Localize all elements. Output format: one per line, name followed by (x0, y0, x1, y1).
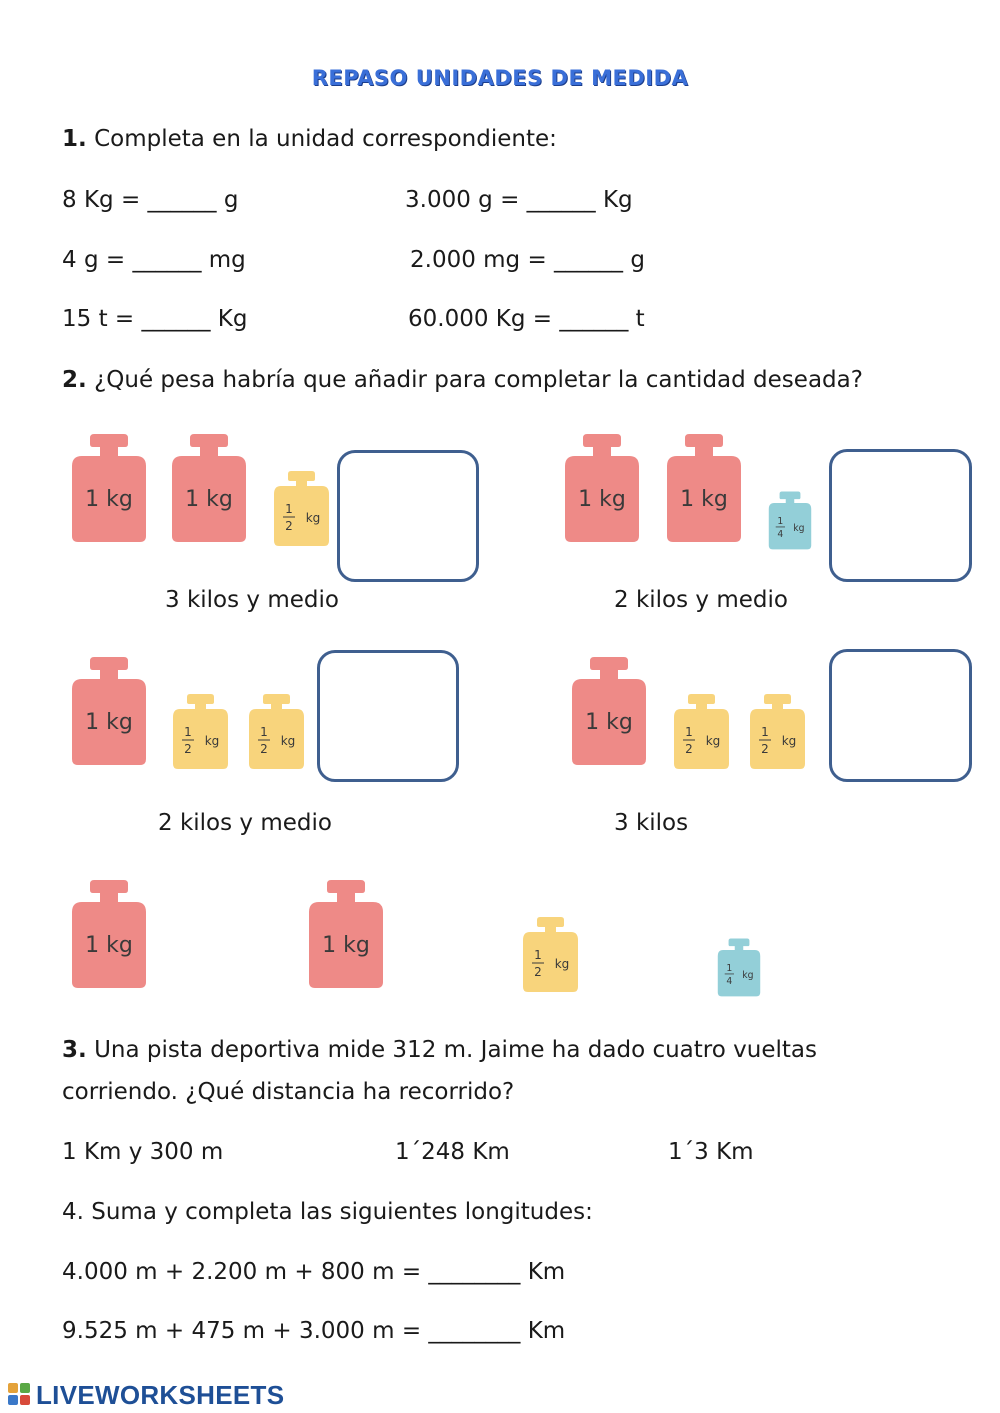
weight-1kg-icon (70, 655, 148, 767)
section-3-line-2: corriendo. ¿Qué distancia ha recorrido? (62, 1079, 515, 1105)
section-1-text: Completa en la unidad correspondiente: (94, 126, 557, 152)
liveworksheets-logo-icon (8, 1383, 32, 1407)
weight-half-kg-icon (172, 692, 229, 770)
conversion-3b[interactable]: 60.000 Kg = ______ t (408, 306, 645, 332)
svg-text:1: 1 (534, 948, 542, 962)
draggable-weight-quarter-kg-icon[interactable] (717, 936, 761, 998)
svg-text:kg: kg (204, 734, 220, 748)
draggable-weight-half-kg-icon[interactable] (522, 915, 579, 993)
svg-text:2: 2 (184, 742, 192, 756)
section-3-text: Una pista deportiva mide 312 m. Jaime ha dado cuatro vueltas (94, 1037, 817, 1063)
weight-1kg-icon (170, 432, 248, 544)
svg-text:1 kg: 1 kg (85, 933, 133, 958)
group-caption: 2 kilos y medio (158, 810, 332, 836)
svg-text:kg: kg (305, 511, 321, 525)
weight-half-kg-icon (273, 469, 330, 547)
svg-text:2: 2 (285, 519, 293, 533)
svg-text:2: 2 (761, 742, 769, 756)
svg-text:1: 1 (260, 725, 268, 739)
answer-option[interactable]: 1´3 Km (668, 1139, 754, 1165)
length-sum-2[interactable]: 9.525 m + 475 m + 3.000 m = ________ Km (62, 1318, 566, 1344)
svg-text:kg: kg (781, 734, 797, 748)
svg-text:1 kg: 1 kg (585, 710, 633, 735)
group-caption: 3 kilos (614, 810, 689, 836)
svg-text:4: 4 (726, 975, 733, 987)
page-title: REPASO UNIDADES DE MEDIDA (311, 66, 689, 90)
draggable-weight-1kg-icon[interactable] (70, 878, 148, 990)
conversion-2b[interactable]: 2.000 mg = ______ g (410, 247, 645, 273)
weight-quarter-kg-icon (768, 489, 812, 551)
answer-drop-box[interactable] (317, 650, 459, 782)
section-1-number: 1. (62, 126, 87, 152)
section-3-number: 3. (62, 1037, 87, 1063)
liveworksheets-brand: LIVEWORKSHEETS (36, 1379, 285, 1410)
svg-text:kg: kg (793, 522, 805, 534)
length-sum-1[interactable]: 4.000 m + 2.200 m + 800 m = ________ Km (62, 1259, 566, 1285)
svg-text:kg: kg (742, 969, 754, 981)
svg-text:1: 1 (685, 725, 693, 739)
weight-half-kg-icon (749, 692, 806, 770)
answer-drop-box[interactable] (337, 450, 479, 582)
section-4-heading: 4. Suma y completa las siguientes longitudes: (62, 1199, 593, 1225)
weight-1kg-icon (570, 655, 648, 767)
conversion-2a[interactable]: 4 g = ______ mg (62, 247, 246, 273)
draggable-weight-1kg-icon[interactable] (307, 878, 385, 990)
answer-option[interactable]: 1 Km y 300 m (62, 1139, 224, 1165)
svg-text:1 kg: 1 kg (322, 933, 370, 958)
svg-text:1: 1 (285, 502, 293, 516)
section-2-number: 2. (62, 367, 87, 393)
svg-text:1 kg: 1 kg (578, 487, 626, 512)
weight-1kg-icon (665, 432, 743, 544)
svg-text:1 kg: 1 kg (85, 710, 133, 735)
svg-text:1 kg: 1 kg (680, 487, 728, 512)
svg-text:kg: kg (705, 734, 721, 748)
svg-text:kg: kg (554, 957, 570, 971)
conversion-3a[interactable]: 15 t = ______ Kg (62, 306, 248, 332)
svg-text:2: 2 (260, 742, 268, 756)
section-2-heading (62, 365, 863, 395)
svg-text:1: 1 (777, 515, 784, 527)
conversion-1b[interactable]: 3.000 g = ______ Kg (405, 187, 633, 213)
weight-half-kg-icon (673, 692, 730, 770)
svg-text:1: 1 (184, 725, 192, 739)
svg-text:1: 1 (761, 725, 769, 739)
answer-drop-box[interactable] (829, 449, 972, 582)
answer-option[interactable]: 1´248 Km (395, 1139, 510, 1165)
svg-text:1: 1 (726, 962, 733, 974)
weight-half-kg-icon (248, 692, 305, 770)
liveworksheets-logo (8, 1378, 284, 1412)
answer-drop-box[interactable] (829, 649, 972, 782)
svg-text:2: 2 (534, 965, 542, 979)
section-2-text: ¿Qué pesa habría que añadir para completar la cantidad deseada? (94, 367, 863, 393)
weight-1kg-icon (563, 432, 641, 544)
conversion-1a[interactable]: 8 Kg = ______ g (62, 187, 239, 213)
group-caption: 3 kilos y medio (165, 587, 339, 613)
weight-1kg-icon (70, 432, 148, 544)
svg-text:1 kg: 1 kg (185, 487, 233, 512)
section-3-line-1 (62, 1035, 817, 1065)
svg-text:2: 2 (685, 742, 693, 756)
section-1-heading (62, 124, 557, 154)
svg-text:1 kg: 1 kg (85, 487, 133, 512)
svg-text:4: 4 (777, 528, 784, 540)
svg-text:kg: kg (280, 734, 296, 748)
group-caption: 2 kilos y medio (614, 587, 788, 613)
